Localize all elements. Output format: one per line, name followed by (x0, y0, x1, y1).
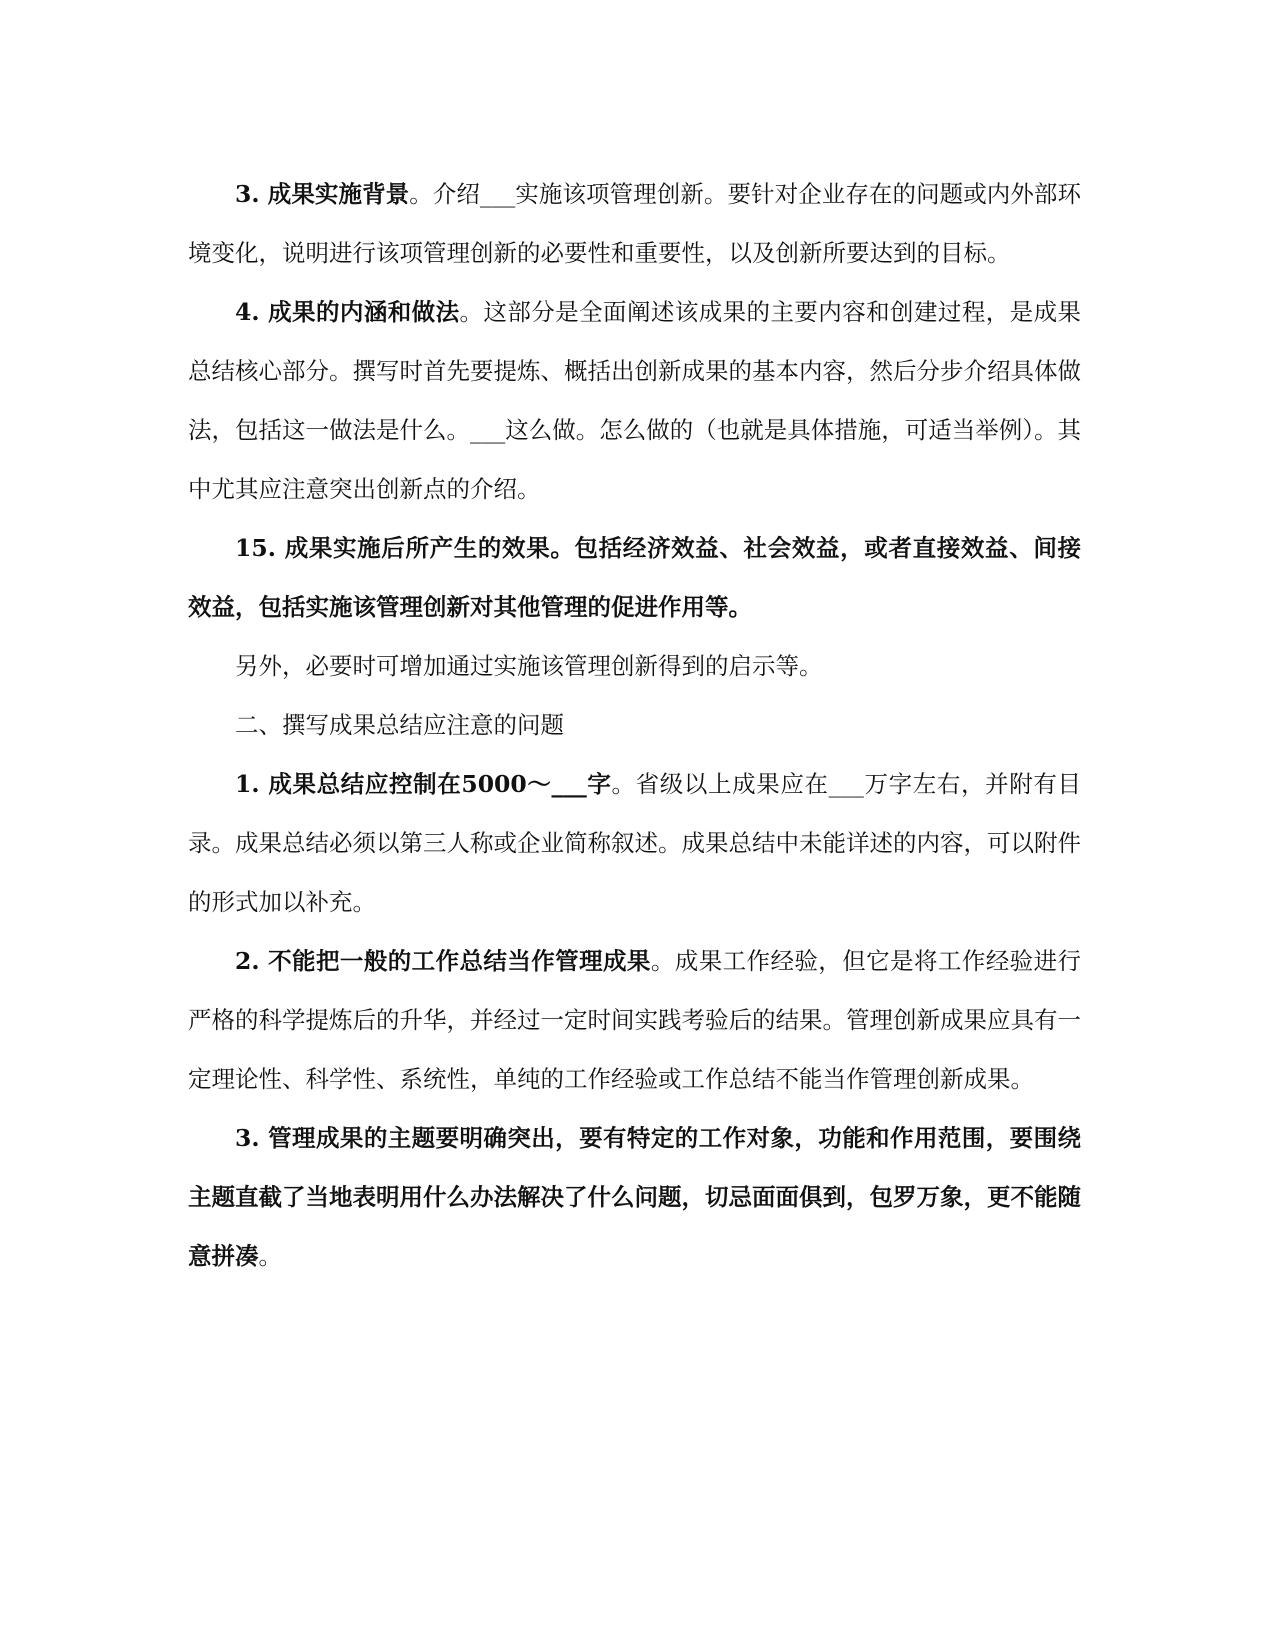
text-theme: 。 (258, 1242, 282, 1270)
heading-word-count: 1. 成果总结应控制在5000～___字 (235, 770, 612, 798)
heading-notes: 二、撰写成果总结应注意的问题 (235, 711, 564, 739)
document-body (188, 165, 1081, 1286)
paragraph-theme (188, 1109, 1081, 1286)
heading-work-summary: 2. 不能把一般的工作总结当作管理成果 (235, 947, 651, 975)
heading-background: 3. 成果实施背景 (235, 180, 410, 208)
paragraph-effects (188, 519, 1081, 637)
paragraph-background (188, 165, 1081, 283)
paragraph-work-summary (188, 932, 1081, 1109)
text-work-summary: 。成果工作经验，但它是将工作经验进行严格的科学提炼后的升华，并经过一定时间实践考验后的结果。管理创新成果应具有一定理论性、科学性、系统性，单纯的工作经验或工作总结不能当作管理创新成果。 (188, 947, 1081, 1093)
text-background: 。介绍___实施该项管理创新。要针对企业存在的问题或内外部环境变化，说明进行该项管理创新的必要性和重要性，以及创新所要达到的目标。 (188, 180, 1082, 267)
heading-effects: 15. 成果实施后所产生的效果。包括经济效益、社会效益，或者直接效益、间接效益，包括实施该管理创新对其他管理的促进作用等。 (188, 534, 1081, 621)
paragraph-content-method (188, 283, 1081, 519)
section-heading-notes (188, 696, 1081, 755)
text-content-method: 。这部分是全面阐述该成果的主要内容和创建过程，是成果总结核心部分。撰写时首先要提炼、概括出创新成果的基本内容，然后分步介绍具体做法，包括这一做法是什么。___这么做。怎么做的（也就是具体措施，可适当举例）。其中尤其应注意突出创新点的介绍。 (188, 298, 1082, 503)
paragraph-word-count (188, 755, 1081, 932)
text-word-count: 。省级以上成果应在___万字左右，并附有目录。成果总结必须以第三人称或企业简称叙述。成果总结中未能详述的内容，可以附件的形式加以补充。 (188, 770, 1081, 916)
paragraph-additional (188, 637, 1081, 696)
text-additional: 另外，必要时可增加通过实施该管理创新得到的启示等。 (235, 652, 823, 680)
heading-theme: 3. 管理成果的主题要明确突出，要有特定的工作对象，功能和作用范围，要围绕主题直截了当地表明用什么办法解决了什么问题，切忌面面俱到，包罗万象，更不能随意拼凑 (188, 1124, 1081, 1270)
heading-content-method: 4. 成果的内涵和做法 (235, 298, 460, 326)
